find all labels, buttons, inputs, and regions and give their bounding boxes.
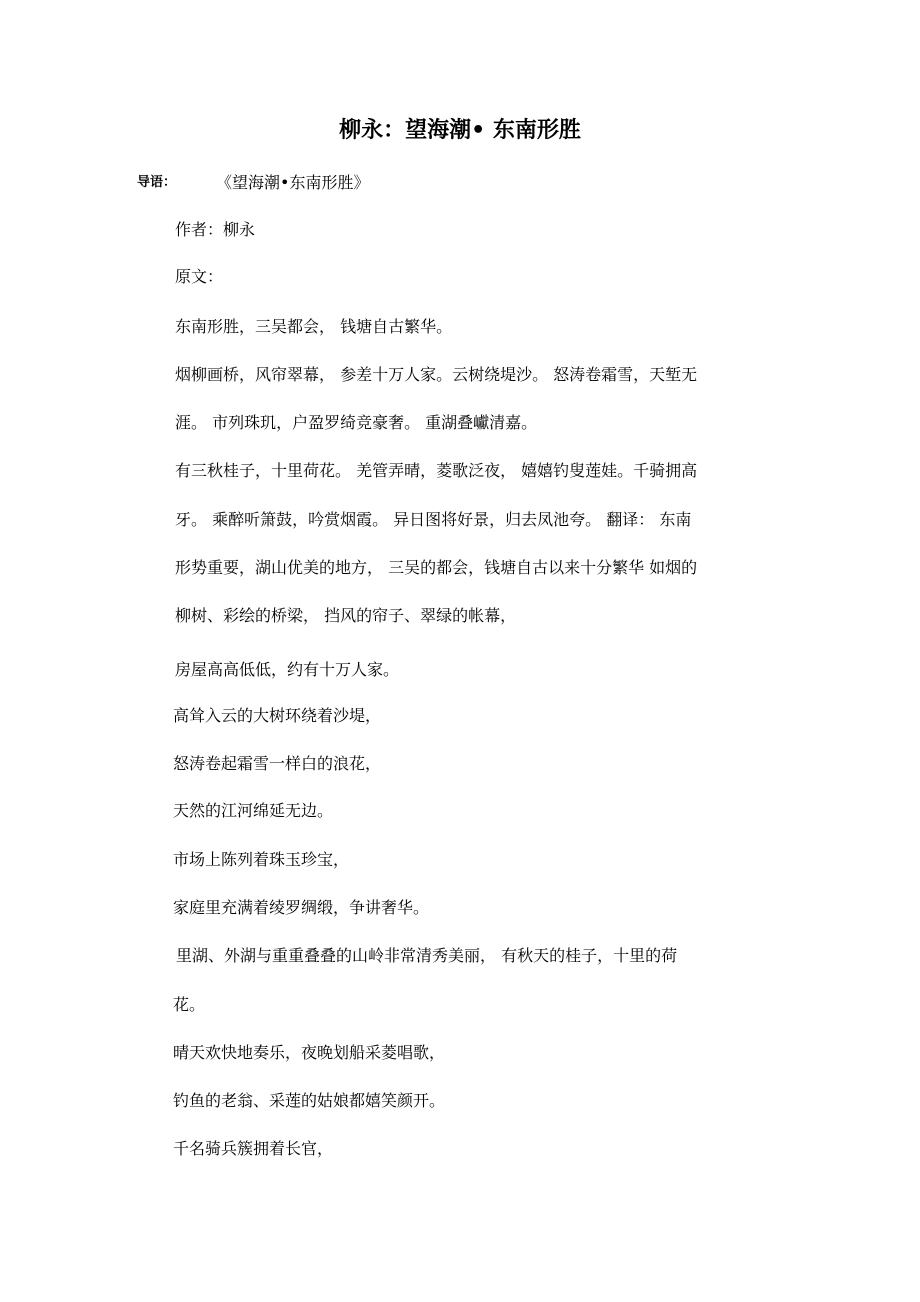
translation-line: 里湖、外湖与重重叠叠的山岭非常清秀美丽， 有秋天的桂子，十里的荷	[176, 946, 678, 965]
translation-line: 高耸入云的大树环绕着沙堤，	[173, 706, 382, 725]
intro-text: 《望海潮•东南形胜》	[216, 173, 370, 192]
original-text-label: 原文：	[175, 267, 224, 286]
translation-line: 形势重要，湖山优美的地方， 三吴的都会，钱塘自古以来十分繁华 如烟的	[175, 558, 698, 577]
poem-line: 东南形胜，三吴都会， 钱塘自古繁华。	[175, 317, 453, 336]
translation-line: 花。	[173, 995, 206, 1014]
translation-line: 房屋高高低低，约有十万人家。	[175, 660, 400, 679]
translation-line: 家庭里充满着绫罗绸缎，争讲奢华。	[173, 898, 430, 917]
translation-line: 市场上陈列着珠玉珍宝，	[173, 850, 350, 869]
translation-line: 千名骑兵簇拥着长官，	[173, 1139, 334, 1158]
translation-line: 怒涛卷起霜雪一样白的浪花，	[173, 754, 382, 773]
author-line: 作者：柳永	[175, 220, 256, 239]
translation-line: 晴天欢快地奏乐，夜晚划船采菱唱歌，	[173, 1043, 446, 1062]
document-title: 柳永：望海潮• 东南形胜	[339, 118, 581, 143]
translation-line: 天然的江河绵延无边。	[173, 801, 334, 820]
poem-line: 牙。 乘醉听箫鼓，吟赏烟霞。 异日图将好景，归去凤池夸。 翻译： 东南	[175, 510, 692, 529]
translation-line: 柳树、彩绘的桥梁， 挡风的帘子、翠绿的帐幕，	[175, 606, 517, 625]
poem-line: 烟柳画桥，风帘翠幕， 参差十万人家。云树绕堤沙。 怒涛卷霜雪，天堑无	[175, 365, 698, 384]
translation-line: 钓鱼的老翁、采莲的姑娘都嬉笑颜开。	[173, 1091, 446, 1110]
intro-label: 导语：	[137, 175, 177, 190]
poem-line: 涯。 市列珠玑，户盈罗绮竞豪奢。 重湖叠巘清嘉。	[175, 413, 538, 432]
poem-line: 有三秋桂子，十里荷花。 羌管弄晴，菱歌泛夜， 嬉嬉钓叟莲娃。千骑拥高	[175, 461, 698, 480]
